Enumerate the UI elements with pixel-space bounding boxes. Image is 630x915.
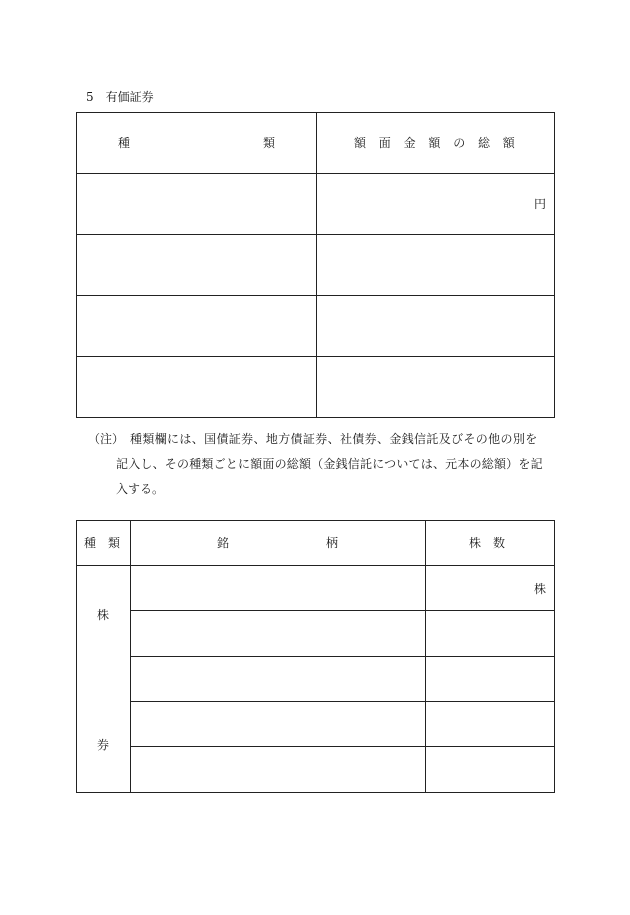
amount-cell[interactable] (317, 357, 554, 417)
brand-cell[interactable] (131, 611, 425, 656)
header-type-left: 種 (118, 136, 131, 150)
brand-cell[interactable] (131, 747, 425, 792)
shares-cell[interactable] (426, 702, 554, 746)
securities-table (76, 112, 555, 418)
shares-cell[interactable] (426, 566, 554, 610)
brand-cell[interactable] (131, 566, 425, 610)
note-line-3: 入する。 (116, 482, 165, 496)
table-border-top (76, 520, 555, 521)
header-brand-right: 柄 (326, 536, 339, 550)
header-shares: 株 数 (469, 536, 506, 550)
note-line-2: 記入し、その種類ごとに額面の総額（金銭信託については、元本の総額）を記 (116, 457, 543, 471)
unit-yen: 円 (534, 197, 547, 211)
type-cell[interactable] (77, 357, 316, 417)
shares-cell[interactable] (426, 657, 554, 701)
header-type: 種 類 (84, 536, 121, 550)
table-border-right (554, 112, 555, 418)
shares-cell[interactable] (426, 747, 554, 792)
table-border-bottom (76, 792, 555, 793)
section-heading: 5 有価証券 (86, 90, 154, 104)
header-brand-left: 銘 (217, 536, 230, 550)
stock-table (76, 520, 555, 793)
brand-cell[interactable] (131, 702, 425, 746)
type-cell[interactable] (77, 235, 316, 295)
unit-shares: 株 (534, 582, 547, 596)
note-line-1: 種類欄には、国債証券、地方債証券、社債券、金銭信託及びその他の別を (130, 432, 538, 446)
amount-cell[interactable] (317, 296, 554, 356)
header-amount: 額 面 金 額 の 総 額 (354, 136, 516, 150)
type-cell[interactable] (77, 296, 316, 356)
type-cell[interactable] (77, 174, 316, 234)
amount-cell[interactable] (317, 174, 554, 234)
header-type-right: 類 (263, 136, 276, 150)
brand-cell[interactable] (131, 657, 425, 701)
type-label-stock: 株 (97, 608, 110, 622)
table-border-left (76, 520, 77, 793)
type-label-certificate: 券 (97, 738, 110, 752)
amount-cell[interactable] (317, 235, 554, 295)
shares-cell[interactable] (426, 611, 554, 656)
note-prefix: （注） (88, 432, 125, 446)
